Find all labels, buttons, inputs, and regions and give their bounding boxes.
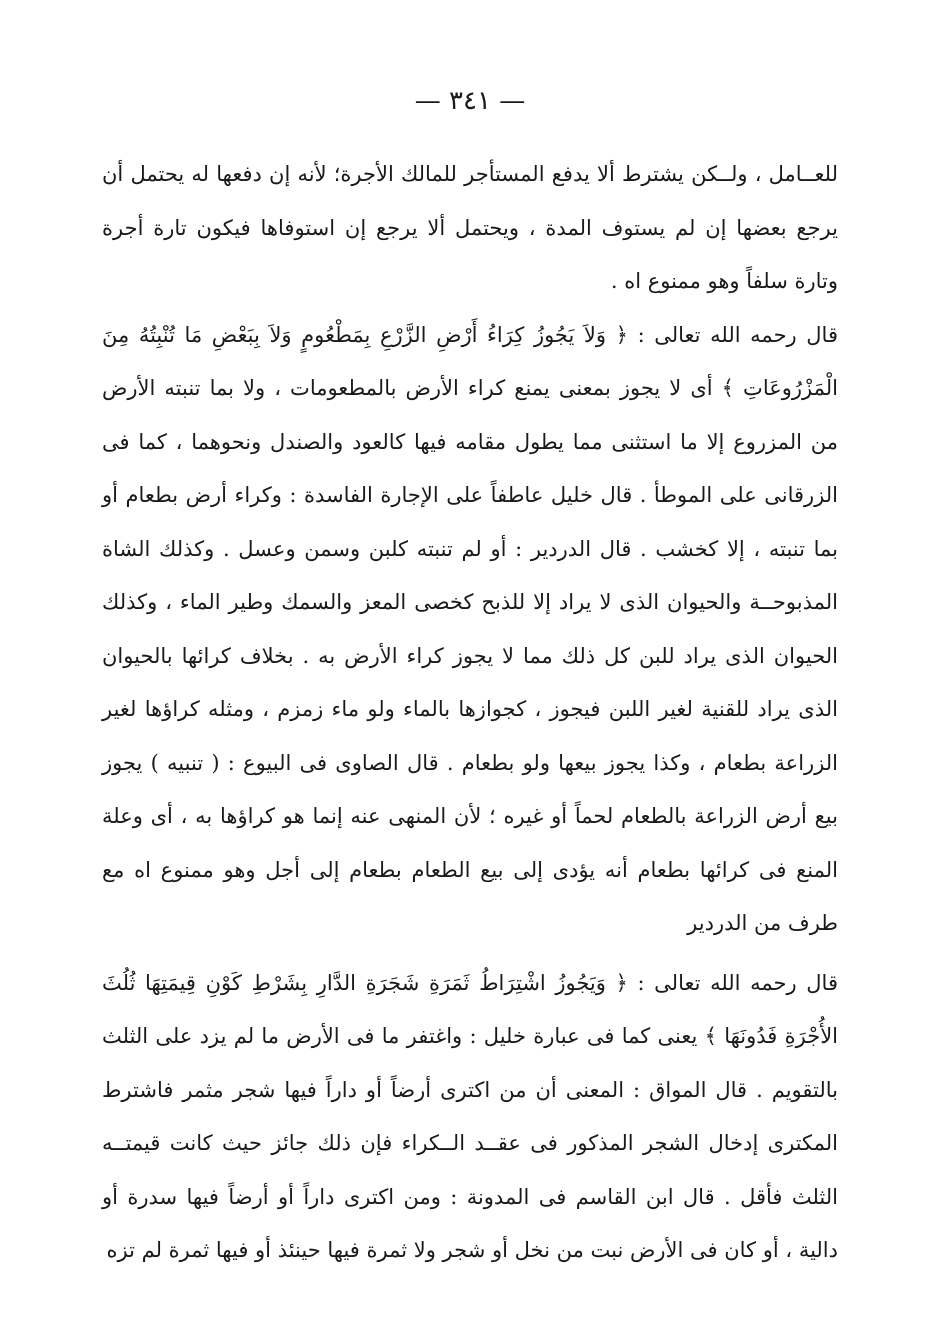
paragraph-2: قال رحمه الله تعالى : ﴿ وَلاَ يَجُوزُ كِرَاءُ أَرْضِ الزَّرْعِ بِمَطْعُومٍ وَلاَ بِبَعْضِ مَا تُنْبِتُهُ مِنَ الْمَزْرُوعَاتِ ﴾ أى لا يجوز بمعنى يمنع كراء الأرض بالمطعومات ، ولا بما تنبته الأرض من المزروع إلا ما استثنى مما يطول مقامه فيها كالعود والصندل ونحوهما ، كما فى الزرقانى على الموطأ . قال خليل عاطفاً على الإجارة الفاسدة : وكراء أرض بطعام أو بما تنبته ، إلا كخشب . قال الدردير : أو لم تنبته كلبن وسمن وعسل . وكذلك الشاة المذبوحــة والحيوان الذى لا يراد إلا للذبح كخصى المعز والسمك وطير الماء ، وكذلك الحيوان الذى يراد للبن كل ذلك مما لا يجوز كراء الأرض به . بخلاف كرائها بالحيوان الذى يراد للقنية لغير اللبن فيجوز ، كجوازها بالماء ولو ماء زمزم ، ومثله كراؤها لغير الزراعة بطعام ، وكذا يجوز بيعها ولو بطعام . قال الصاوى فى البيوع : ( تنبيه ) يجوز بيع أرض الزراعة بالطعام لحماً أو غيره ؛ لأن المنهى عنه إنما هو كراؤها به ، أى وعلة المنع فى كرائها بطعام أنه يؤدى إلى بيع الطعام بطعام إلى أجل وهو ممنوع اه مع طرف من الدردير <box>102 322 838 935</box>
paragraph-3: قال رحمه الله تعالى : ﴿ وَيَجُوزُ اشْتِرَاطُ ثَمَرَةِ شَجَرَةِ الدَّارِ بِشَرْطِ كَوْنِ قِيمَتِهَا ثُلُثَ الأُجْرَةِ فَدُونَهَا ﴾ يعنى كما فى عبارة خليل : واغتفر ما فى الأرض ما لم يزد على الثلث بالتقويم . قال المواق : المعنى أن من اكترى أرضاً أو داراً فيها شجر مثمر فاشترط المكترى إدخال الشجر المذكور فى عقــد الــكراء فإن ذلك جائز حيث كانت قيمتــه الثلث فأقل . قال ابن القاسم فى المدونة : ومن اكترى داراً أو أرضاً فيها سدرة أو دالية ، أو كان فى الأرض نبت من نخل أو شجر ولا ثمرة فيها حينئذ أو فيها ثمرة لم تزه <box>102 970 838 1262</box>
page-number: — ٣٤١ — <box>414 86 526 116</box>
page-text <box>102 148 838 1278</box>
paragraph-1: للعــامل ، ولــكن يشترط ألا يدفع المستأجر للمالك الأجرة؛ لأنه إن دفعها له يحتمل أن يرجع بعضها إن لم يستوف المدة ، ويحتمل ألا يرجع إن استوفاها فيكون تارة أجرة وتارة سلفاً وهو ممنوع اه . <box>102 162 838 293</box>
